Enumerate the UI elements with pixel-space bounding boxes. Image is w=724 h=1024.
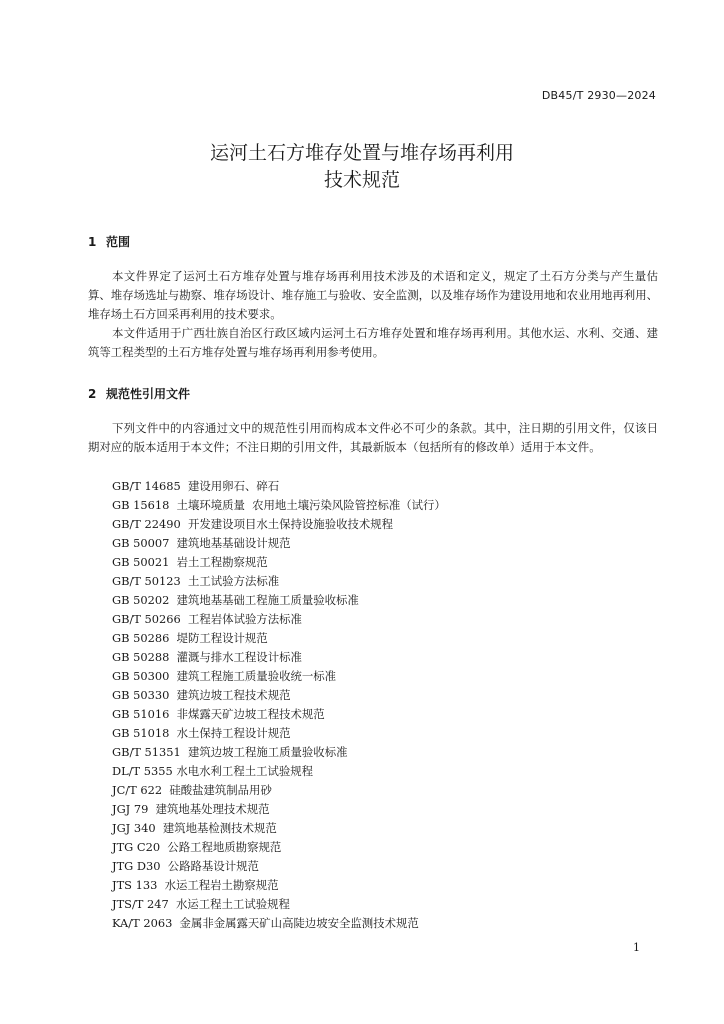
- reference-item: JTG D30 公路路基设计规范: [112, 859, 259, 873]
- title-line-1: 运河土石方堆存处置与堆存场再利用: [209, 142, 514, 164]
- section-number: 2: [88, 387, 97, 401]
- scope-paragraph-2: 本文件适用于广西壮族自治区行政区域内运河土石方堆存处置和堆存场再利用。其他水运、水利、交通、建筑等工程类型的土石方堆存处置与堆存场再利用参考使用。: [88, 326, 658, 359]
- reference-item: JTS 133 水运工程岩土勘察规范: [112, 878, 279, 892]
- reference-item: GB/T 22490 开发建设项目水土保持设施验收技术规程: [112, 517, 394, 531]
- reference-item: GB 50007 建筑地基基础设计规范: [112, 536, 291, 550]
- document-code: DB45/T 2930—2024: [541, 89, 656, 102]
- reference-item: GB 50300 建筑工程施工质量验收统一标准: [112, 669, 337, 683]
- scope-paragraph-1: 本文件界定了运河土石方堆存处置与堆存场再利用技术涉及的术语和定义，规定了土石方分类与产生量估算、堆存场选址与勘察、堆存场设计、堆存施工与验收、安全监测，以及堆存场作为建设用地和农业用地再利用、堆存场土石方回采再利用的技术要求。: [88, 269, 658, 321]
- page-number: 1: [633, 941, 640, 954]
- reference-item: GB 51016 非煤露天矿边坡工程技术规范: [112, 707, 325, 721]
- reference-item: GB/T 51351 建筑边坡工程施工质量验收标准: [112, 745, 348, 759]
- section-title: 规范性引用文件: [106, 387, 191, 401]
- reference-item: JTS/T 247 水运工程土工试验规程: [112, 897, 290, 911]
- references-intro-paragraph: 下列文件中的内容通过文中的规范性引用而构成本文件必不可少的条款。其中，注日期的引用文件，仅该日期对应的版本适用于本文件；不注日期的引用文件，其最新版本（包括所有的修改单）适用于本文件。: [88, 421, 658, 454]
- title-line-2: 技术规范: [323, 169, 400, 191]
- reference-item: GB 50021 岩土工程勘察规范: [112, 555, 268, 569]
- document-title: [0, 140, 724, 194]
- reference-item: JGJ 340 建筑地基检测技术规范: [112, 821, 277, 835]
- reference-item: JTG C20 公路工程地质勘察规范: [112, 840, 282, 854]
- reference-item: JGJ 79 建筑地基处理技术规范: [112, 802, 270, 816]
- section-title: 范围: [106, 235, 131, 249]
- reference-list: [112, 477, 446, 933]
- section-number: 1: [88, 235, 97, 249]
- reference-item: GB 50286 堤防工程设计规范: [112, 631, 268, 645]
- reference-item: GB 50330 建筑边坡工程技术规范: [112, 688, 291, 702]
- reference-item: KA/T 2063 金属非金属露天矿山高陡边坡安全监测技术规范: [112, 916, 419, 930]
- reference-item: GB/T 50123 土工试验方法标准: [112, 574, 280, 588]
- reference-item: JC/T 622 硅酸盐建筑制品用砂: [112, 783, 272, 797]
- section-heading-normative-references: [88, 385, 190, 402]
- reference-item: GB/T 50266 工程岩体试验方法标准: [112, 612, 302, 626]
- reference-item: GB 51018 水土保持工程设计规范: [112, 726, 291, 740]
- reference-item: GB 50202 建筑地基基础工程施工质量验收标准: [112, 593, 359, 607]
- reference-item: GB 50288 灌溉与排水工程设计标准: [112, 650, 302, 664]
- section-heading-scope: [88, 233, 130, 250]
- reference-item: GB 15618 土壤环境质量 农用地土壤污染风险管控标准（试行）: [112, 498, 446, 512]
- reference-item: GB/T 14685 建设用卵石、碎石: [112, 479, 280, 493]
- reference-item: DL/T 5355 水电水利工程土工试验规程: [112, 764, 314, 778]
